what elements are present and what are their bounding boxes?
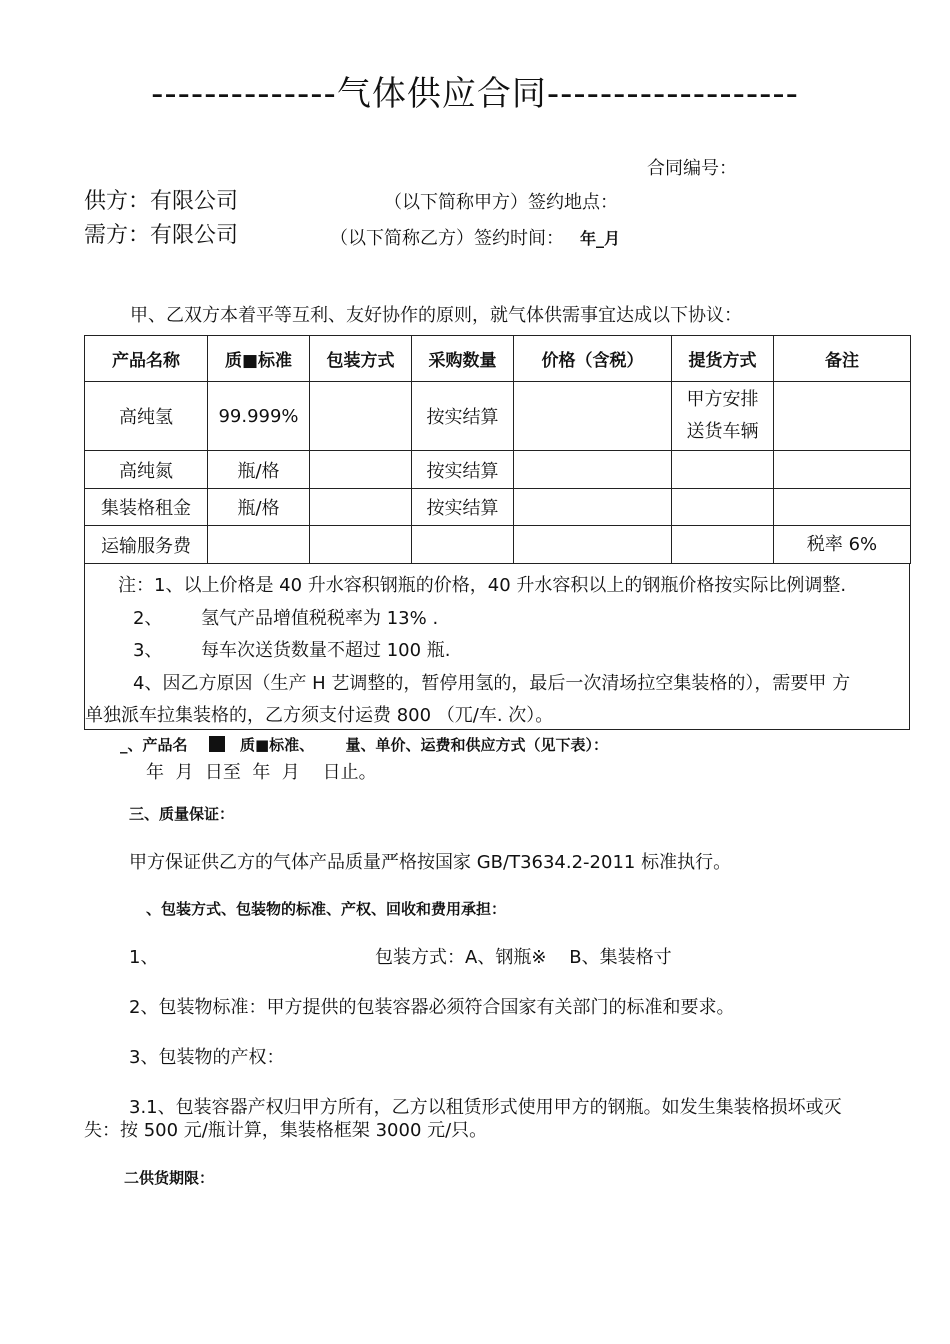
table-row (85, 451, 911, 489)
col-header-delivery: 提货方式 (672, 336, 774, 382)
table-cell (310, 451, 412, 489)
packaging-item-3: 3、包装物的产权： (129, 1047, 285, 1068)
table-cell (514, 526, 672, 564)
redacted-mark (209, 736, 225, 752)
table-cell: 税率 6% (774, 526, 911, 564)
product-table (84, 335, 911, 564)
section-2-heading (120, 734, 608, 755)
note-3-number: 3、 (133, 640, 163, 661)
note-1: 注：1、以上价格是 40 升水容积钢瓶的价格，40 升水容积以上的钢瓶价格按实际比例调整. (118, 575, 847, 596)
table-cell (672, 526, 774, 564)
packaging-item-3-1-line-2: 失：按 500 元/瓶计算，集装格框架 3000 元/只。 (84, 1120, 488, 1141)
section-2-rest: 质■标准、 量、单价、运费和供应方式（见下表）： (239, 736, 608, 754)
intro-paragraph: 甲、乙双方本着平等互利、友好协作的原则，就气体供需事宜达成以下协议： (130, 305, 742, 326)
note-2-number: 2、 (133, 608, 163, 629)
table-cell (514, 382, 672, 451)
supplier-label: 供方：有限公司 (84, 189, 239, 214)
table-cell (774, 451, 911, 489)
section-2-prefix: _、产品名 (120, 736, 188, 754)
table-cell: 运输服务费 (85, 526, 208, 564)
section-4-heading: 、包装方式、包装物的标准、产权、回收和费用承担： (146, 900, 507, 918)
table-cell (774, 382, 911, 451)
section-3-body: 甲方保证供乙方的气体产品质量严格按国家 GB/T3634.2-2011 标准执行。 (129, 852, 732, 873)
note-2-text: 氢气产品增值税税率为 13% . (201, 608, 439, 629)
table-cell: 按实结算 (412, 451, 514, 489)
table-cell: 高纯氮 (85, 451, 208, 489)
table-cell: 高纯氢 (85, 382, 208, 451)
note-4-line-2: 单独派车拉集装格的，乙方须支付运费 800 （兀/车. 次）。 (85, 705, 554, 726)
table-row (85, 489, 911, 526)
delivery-line: 送货车辆 (686, 421, 759, 442)
section-3-heading: 三、质量保证： (129, 805, 235, 823)
table-cell (514, 451, 672, 489)
contract-number-label: 合同编号： (647, 158, 737, 179)
col-header-price: 价格（含税） (514, 336, 672, 382)
table-cell: 瓶/格 (208, 489, 310, 526)
table-header-row (85, 336, 911, 382)
table-cell (774, 489, 911, 526)
col-header-quantity: 采购数量 (412, 336, 514, 382)
notes-box (84, 563, 910, 730)
col-header-quality: 质■标准 (208, 336, 310, 382)
table-cell (310, 526, 412, 564)
table-cell (672, 451, 774, 489)
col-header-packaging: 包装方式 (310, 336, 412, 382)
table-cell-delivery (672, 382, 774, 451)
sign-date: 年_月 (580, 229, 621, 248)
supply-period: 年 月 日至 年 月 日止。 (146, 762, 377, 783)
note-4-line-1: 4、因乙方原因（生产 H 艺调整的，暂停用氢的，最后一次清场拉空集装格的），需要甲 方 (133, 673, 851, 694)
note-3-text: 每车次送货数量不超过 100 瓶. (201, 640, 451, 661)
col-header-remarks: 备注 (774, 336, 911, 382)
table-cell (514, 489, 672, 526)
table-cell (672, 489, 774, 526)
table-cell: 99.999% (208, 382, 310, 451)
table-cell (208, 526, 310, 564)
packaging-item-1-text: 包装方式：A、钢瓶※ B、集装格寸 (375, 947, 672, 968)
table-cell: 瓶/格 (208, 451, 310, 489)
supplier-note: （以下简称甲方）签约地点： (384, 192, 618, 213)
buyer-note: （以下简称乙方）签约时间： (330, 228, 564, 249)
delivery-line: 甲方安排 (686, 389, 759, 410)
packaging-item-3-1-line-1: 3.1、包装容器产权归甲方所有，乙方以租赁形式使用甲方的钢瓶。如发生集装格损坏或灭 (129, 1097, 842, 1118)
col-header-product: 产品名称 (85, 336, 208, 382)
table-cell: 集装格租金 (85, 489, 208, 526)
table-cell (412, 526, 514, 564)
table-cell (310, 382, 412, 451)
section-5-heading: 二供货期限： (124, 1169, 215, 1187)
packaging-item-1-number: 1、 (129, 947, 159, 968)
table-cell: 按实结算 (412, 382, 514, 451)
document-title: --------------气体供应合同------------------- (151, 74, 799, 114)
packaging-item-2: 2、包装物标准：甲方提供的包装容器必须符合国家有关部门的标准和要求。 (129, 997, 735, 1018)
table-cell: 按实结算 (412, 489, 514, 526)
table-row (85, 382, 911, 451)
table-cell (310, 489, 412, 526)
table-row (85, 526, 911, 564)
buyer-label: 需方：有限公司 (84, 223, 239, 248)
